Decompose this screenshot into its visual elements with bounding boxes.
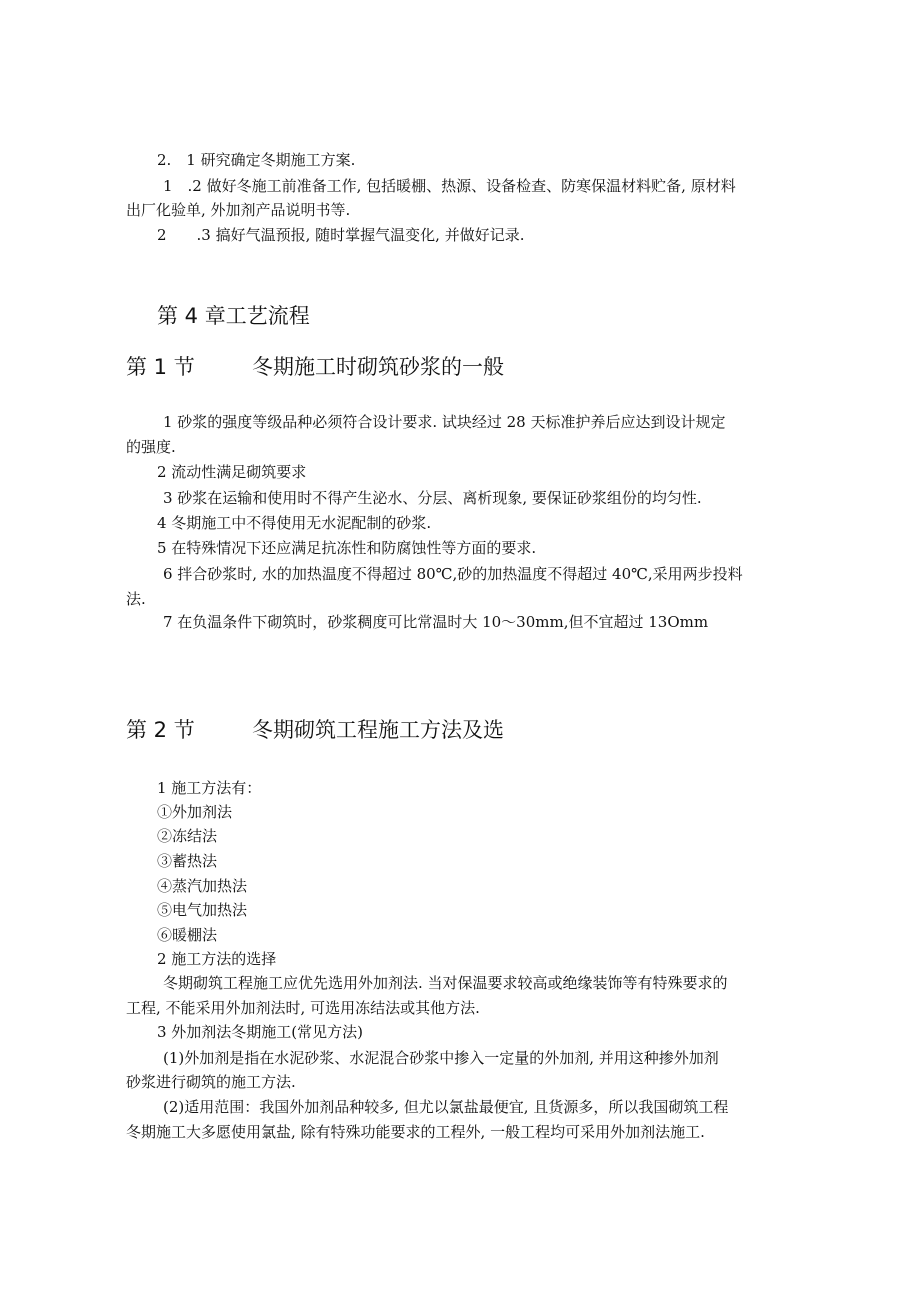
methods-heading: 1 施工方法有： [157, 779, 262, 797]
requirement-7: 7 在负温条件下砌筑时，砂浆稠度可比常温时大 10～30mm,但不宜超过 13Omm [163, 613, 709, 631]
additive-paragraph-2-cont: 冬期施工大多愿使用氯盐, 除有特殊功能要求的工程外, 一般工程均可采用外加剂法施工. [126, 1123, 705, 1141]
method-item: ⑥暖棚法 [157, 926, 218, 944]
section-1-title: 冬期施工时砌筑砂浆的一般 [252, 355, 504, 379]
section-2-number: 第 2 节 [126, 718, 195, 742]
selection-heading: 2 施工方法的选择 [157, 950, 277, 968]
selection-paragraph: 冬期砌筑工程施工应优先选用外加剂法. 当对保温要求较高或绝缘装饰等有特殊要求的 [163, 974, 728, 992]
section-2-title: 冬期砌筑工程施工方法及选 [252, 718, 504, 742]
selection-paragraph-cont: 工程, 不能采用外加剂法时, 可选用冻结法或其他方法. [126, 999, 480, 1017]
method-item: ⑤电气加热法 [157, 901, 248, 919]
requirement-3: 3 砂浆在运输和使用时不得产生泌水、分层、离析现象, 要保证砂浆组份的均匀性. [163, 489, 702, 507]
prep-item-3: 2 .3 搞好气温预报, 随时掌握气温变化, 并做好记录. [157, 226, 525, 244]
additive-heading: 3 外加剂法冬期施工(常见方法) [157, 1023, 364, 1041]
requirement-6-cont: 法. [126, 590, 146, 608]
requirement-1-cont: 的强度. [126, 438, 176, 456]
chapter-title: 第 4 章工艺流程 [157, 304, 310, 328]
prep-item-2: 1 .2 做好冬施工前准备工作, 包括暖棚、热源、设备检查、防寒保温材料贮备, 原材料 [163, 177, 736, 195]
additive-paragraph-2: (2)适用范围：我国外加剂品种较多, 但尤以氯盐最便宜, 且货源多，所以我国砌筑工程 [163, 1098, 729, 1116]
method-item: ④蒸汽加热法 [157, 877, 248, 895]
requirement-6: 6 拌合砂浆时, 水的加热温度不得超过 80℃,砂的加热温度不得超过 40℃,采用两步投料 [163, 565, 743, 583]
prep-item-1: 2. 1 研究确定冬期施工方案. [157, 151, 356, 169]
section-2-heading [126, 716, 504, 744]
additive-paragraph-1: (1)外加剂是指在水泥砂浆、水泥混合砂浆中掺入一定量的外加剂, 并用这种掺外加剂 [163, 1049, 719, 1067]
method-item: ①外加剂法 [157, 803, 233, 821]
requirement-5: 5 在特殊情况下还应满足抗冻性和防腐蚀性等方面的要求. [157, 539, 537, 557]
requirement-1: 1 砂浆的强度等级品种必须符合设计要求. 试块经过 28 天标准护养后应达到设计规定 [163, 413, 726, 431]
additive-paragraph-1-cont: 砂浆进行砌筑的施工方法. [126, 1073, 296, 1091]
method-item: ②冻结法 [157, 827, 218, 845]
method-item: ③蓄热法 [157, 852, 218, 870]
requirement-4: 4 冬期施工中不得使用无水泥配制的砂浆. [157, 514, 432, 532]
section-1-number: 第 1 节 [126, 355, 195, 379]
section-1-heading [126, 353, 504, 381]
prep-item-2-cont: 出厂化验单, 外加剂产品说明书等. [126, 201, 351, 219]
requirement-2: 2 流动性满足砌筑要求 [157, 463, 307, 481]
